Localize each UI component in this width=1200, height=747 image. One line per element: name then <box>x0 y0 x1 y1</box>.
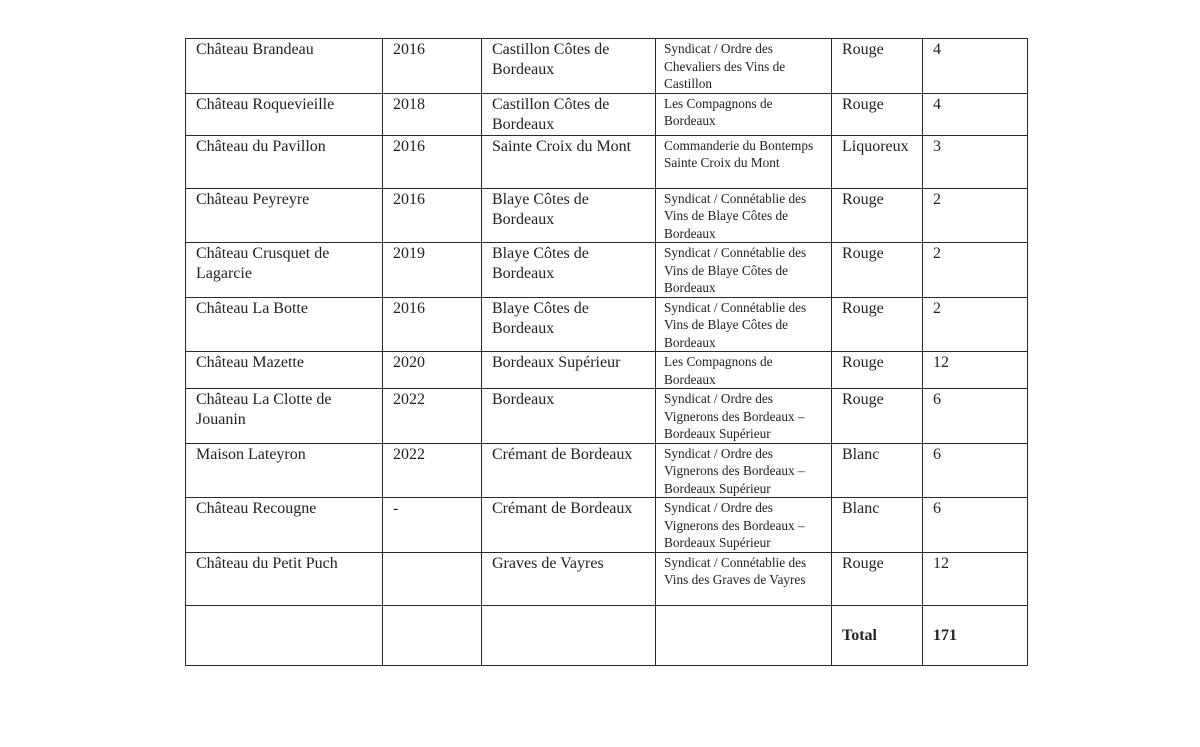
table-row <box>186 135 1028 188</box>
syndicate-cell: Syndicat / Ordre des Chevaliers des Vins de Castillon <box>656 39 832 94</box>
total-value: 171 <box>923 605 1028 665</box>
wine-color-cell: Liquoreux <box>832 135 923 188</box>
total-label: Total <box>832 605 923 665</box>
appellation-cell: Crémant de Bordeaux <box>482 498 656 553</box>
table-row <box>186 389 1028 444</box>
wine-color-cell: Rouge <box>832 39 923 94</box>
wine-name-cell: Château La Clotte de Jouanin <box>186 389 383 444</box>
vintage-cell: 2022 <box>383 443 482 498</box>
wine-name-cell: Maison Lateyron <box>186 443 383 498</box>
quantity-cell: 6 <box>923 389 1028 444</box>
quantity-cell: 12 <box>923 352 1028 389</box>
wine-name-cell: Château Mazette <box>186 352 383 389</box>
wine-table-body <box>186 39 1028 666</box>
table-row <box>186 498 1028 553</box>
table-row <box>186 297 1028 352</box>
wine-color-cell: Blanc <box>832 498 923 553</box>
wine-name-cell: Château Roquevieille <box>186 93 383 135</box>
wine-name-cell: Château Recougne <box>186 498 383 553</box>
wine-color-cell: Rouge <box>832 243 923 298</box>
appellation-cell: Castillon Côtes de Bordeaux <box>482 39 656 94</box>
syndicate-cell: Syndicat / Connétablie des Vins de Blaye Côtes de Bordeaux <box>656 297 832 352</box>
empty-cell <box>383 605 482 665</box>
wine-color-cell: Rouge <box>832 389 923 444</box>
appellation-cell: Blaye Côtes de Bordeaux <box>482 188 656 243</box>
vintage-cell <box>383 552 482 605</box>
syndicate-cell: Les Compagnons de Bordeaux <box>656 93 832 135</box>
table-row <box>186 352 1028 389</box>
syndicate-cell: Syndicat / Ordre des Vignerons des Bordeaux – Bordeaux Supérieur <box>656 389 832 444</box>
vintage-cell: 2022 <box>383 389 482 444</box>
table-row <box>186 39 1028 94</box>
vintage-cell: 2016 <box>383 297 482 352</box>
appellation-cell: Crémant de Bordeaux <box>482 443 656 498</box>
quantity-cell: 3 <box>923 135 1028 188</box>
total-row <box>186 605 1028 665</box>
syndicate-cell: Syndicat / Ordre des Vignerons des Bordeaux – Bordeaux Supérieur <box>656 498 832 553</box>
wine-color-cell: Rouge <box>832 297 923 352</box>
wine-color-cell: Rouge <box>832 552 923 605</box>
syndicate-cell: Les Compagnons de Bordeaux <box>656 352 832 389</box>
vintage-cell: 2018 <box>383 93 482 135</box>
quantity-cell: 2 <box>923 243 1028 298</box>
table-row <box>186 243 1028 298</box>
appellation-cell: Graves de Vayres <box>482 552 656 605</box>
quantity-cell: 2 <box>923 297 1028 352</box>
syndicate-cell: Syndicat / Connétablie des Vins de Blaye Côtes de Bordeaux <box>656 243 832 298</box>
quantity-cell: 4 <box>923 39 1028 94</box>
appellation-cell: Bordeaux <box>482 389 656 444</box>
table-row <box>186 188 1028 243</box>
vintage-cell: 2016 <box>383 188 482 243</box>
vintage-cell: 2020 <box>383 352 482 389</box>
vintage-cell: - <box>383 498 482 553</box>
vintage-cell: 2016 <box>383 135 482 188</box>
appellation-cell: Blaye Côtes de Bordeaux <box>482 297 656 352</box>
wine-table <box>185 38 1028 666</box>
syndicate-cell: Syndicat / Connétablie des Vins de Blaye Côtes de Bordeaux <box>656 188 832 243</box>
empty-cell <box>482 605 656 665</box>
quantity-cell: 6 <box>923 498 1028 553</box>
wine-name-cell: Château La Botte <box>186 297 383 352</box>
empty-cell <box>656 605 832 665</box>
wine-name-cell: Château du Petit Puch <box>186 552 383 605</box>
wine-name-cell: Château Brandeau <box>186 39 383 94</box>
empty-cell <box>186 605 383 665</box>
wine-color-cell: Blanc <box>832 443 923 498</box>
syndicate-cell: Syndicat / Connétablie des Vins des Graves de Vayres <box>656 552 832 605</box>
vintage-cell: 2016 <box>383 39 482 94</box>
vintage-cell: 2019 <box>383 243 482 298</box>
table-row <box>186 443 1028 498</box>
appellation-cell: Castillon Côtes de Bordeaux <box>482 93 656 135</box>
appellation-cell: Sainte Croix du Mont <box>482 135 656 188</box>
wine-name-cell: Château du Pavillon <box>186 135 383 188</box>
table-row <box>186 93 1028 135</box>
quantity-cell: 2 <box>923 188 1028 243</box>
table-row <box>186 552 1028 605</box>
wine-name-cell: Château Peyreyre <box>186 188 383 243</box>
wine-color-cell: Rouge <box>832 188 923 243</box>
wine-color-cell: Rouge <box>832 352 923 389</box>
syndicate-cell: Syndicat / Ordre des Vignerons des Bordeaux – Bordeaux Supérieur <box>656 443 832 498</box>
appellation-cell: Blaye Côtes de Bordeaux <box>482 243 656 298</box>
quantity-cell: 6 <box>923 443 1028 498</box>
wine-name-cell: Château Crusquet de Lagarcie <box>186 243 383 298</box>
quantity-cell: 4 <box>923 93 1028 135</box>
appellation-cell: Bordeaux Supérieur <box>482 352 656 389</box>
wine-color-cell: Rouge <box>832 93 923 135</box>
quantity-cell: 12 <box>923 552 1028 605</box>
syndicate-cell: Commanderie du Bontemps Sainte Croix du Mont <box>656 135 832 188</box>
